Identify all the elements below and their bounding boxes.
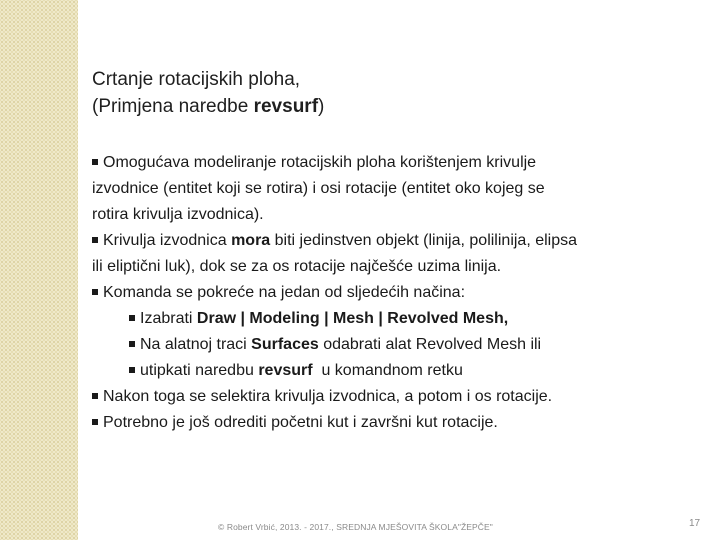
- slide-body: [92, 150, 708, 436]
- sub-bullet-3: utipkati naredbu revsurf u komandnom retku: [92, 358, 708, 384]
- bullet-3: Komanda se pokreće na jedan od sljedećih načina:: [92, 280, 708, 306]
- square-bullet-icon: [92, 289, 98, 295]
- bullet-4: Nakon toga se selektira krivulja izvodnica, a potom i os rotacije.: [92, 384, 708, 410]
- square-bullet-icon: [129, 367, 135, 373]
- bullet-2-line-2: ili eliptični luk), dok se za os rotacije najčešće uzima linija.: [92, 258, 502, 275]
- title-line-2: (Primjena naredbe revsurf): [92, 96, 325, 117]
- square-bullet-icon: [92, 393, 98, 399]
- decorative-side-stripe: [0, 0, 78, 540]
- bullet-5: Potrebno je još odrediti početni kut i završni kut rotacije.: [92, 410, 708, 436]
- bullet-1-line-2: izvodnice (entitet koji se rotira) i osi rotacije (entitet oko kojeg se: [92, 180, 545, 197]
- bullet-1-line-3: rotira krivulja izvodnica).: [92, 206, 264, 223]
- square-bullet-icon: [92, 159, 98, 165]
- bullet-1-line-1: Omogućava modeliranje rotacijskih ploha korištenjem krivulje: [92, 150, 708, 176]
- footer-copyright: © Robert Vrbić, 2013. - 2017., SREDNJA MJEŠOVITA ŠKOLA"ŽEPČE": [218, 522, 493, 532]
- square-bullet-icon: [129, 315, 135, 321]
- square-bullet-icon: [129, 341, 135, 347]
- page-number: 17: [689, 518, 701, 529]
- sub-bullet-2: Na alatnoj traci Surfaces odabrati alat Revolved Mesh ili: [92, 332, 708, 358]
- square-bullet-icon: [92, 419, 98, 425]
- title-command-name: revsurf: [253, 96, 319, 117]
- square-bullet-icon: [92, 237, 98, 243]
- title-line-1: Crtanje rotacijskih ploha,: [92, 69, 301, 90]
- sub-bullet-1: Izabrati Draw | Modeling | Mesh | Revolved Mesh,: [92, 306, 708, 332]
- bullet-2-line-1: Krivulja izvodnica mora biti jedinstven objekt (linija, polilinija, elipsa: [92, 228, 708, 254]
- slide-title: [92, 66, 692, 120]
